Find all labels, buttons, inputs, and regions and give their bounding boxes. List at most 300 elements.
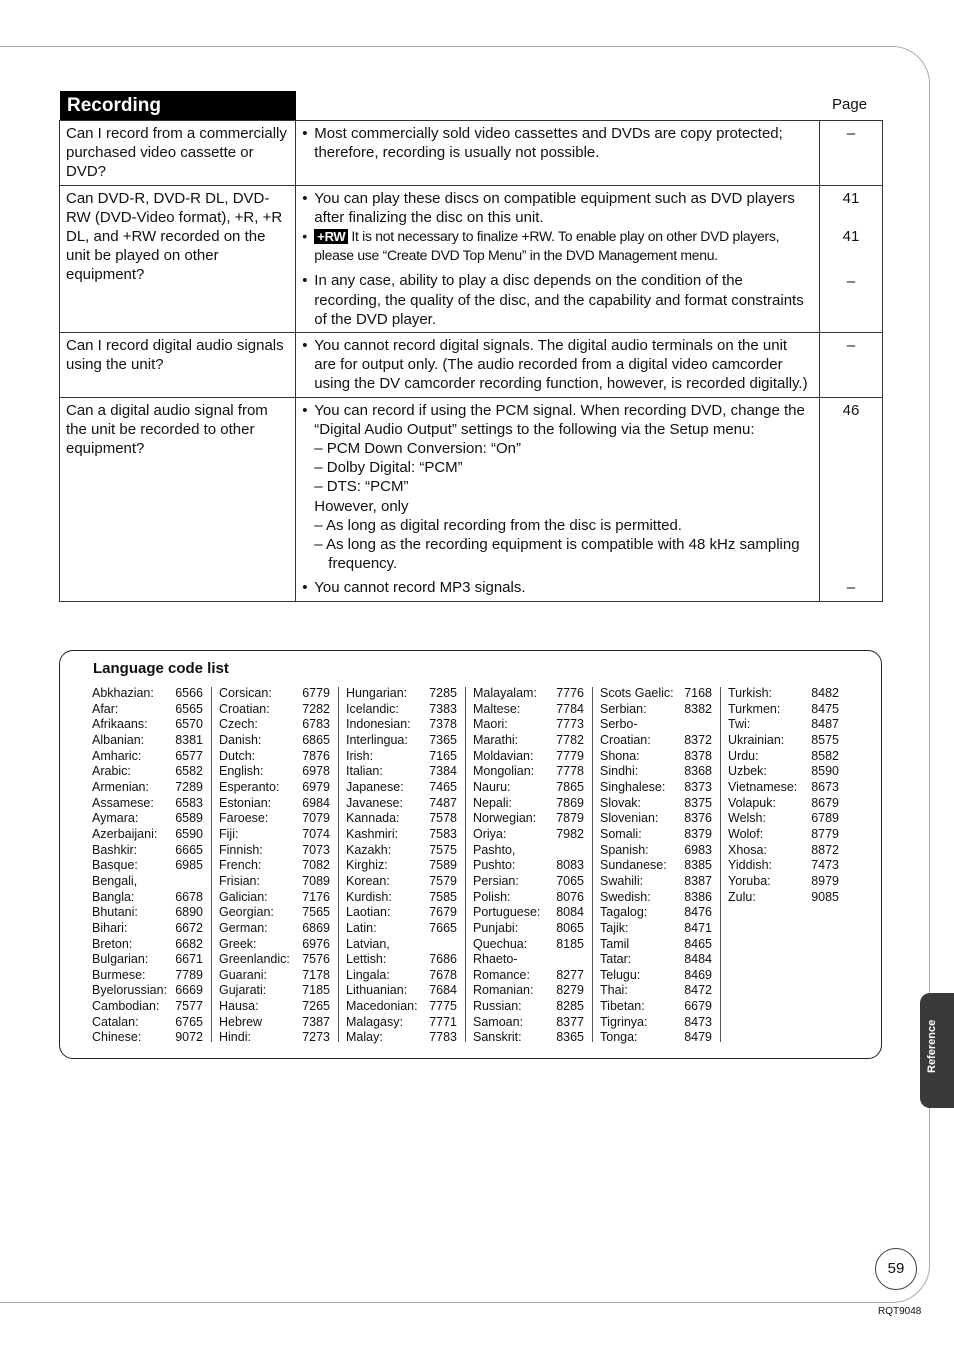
language-code: 7384	[429, 764, 457, 779]
language-code: 7678	[429, 967, 457, 982]
language-code: 6682	[175, 936, 203, 951]
language-name: Tagalog:	[600, 905, 648, 920]
language-name: Hausa:	[219, 999, 259, 1014]
language-name: Bangla:	[92, 889, 135, 904]
language-name: Breton:	[92, 936, 133, 951]
language-code: 8487	[811, 717, 839, 732]
language-name: Corsican:	[219, 686, 272, 700]
language-code: 6765	[175, 1014, 203, 1029]
language-name: Punjabi:	[473, 920, 519, 935]
language-name: Tajik:	[600, 920, 629, 935]
language-name: Serbo-	[600, 717, 638, 732]
language-entry	[346, 905, 457, 921]
language-name: Nauru:	[473, 779, 511, 794]
language-name: Nepali:	[473, 795, 512, 810]
language-name: Twi:	[728, 717, 751, 732]
language-name: Romanian:	[473, 983, 534, 998]
language-code: 7282	[302, 701, 330, 716]
language-name: Gujarati:	[219, 983, 267, 998]
language-entry	[728, 874, 839, 890]
language-entry	[219, 796, 330, 812]
language-entry	[473, 952, 584, 968]
language-entry	[92, 937, 203, 953]
language-name: Laotian:	[346, 905, 391, 920]
language-name: Indonesian:	[346, 717, 411, 732]
language-name: Scots Gaelic:	[600, 686, 674, 700]
language-entry	[473, 686, 584, 702]
language-name: Esperanto:	[219, 779, 280, 794]
page-number: 59	[875, 1248, 917, 1290]
language-entry	[346, 686, 457, 702]
language-code: 6577	[175, 748, 203, 763]
language-name: Azerbaijani:	[92, 826, 158, 841]
language-code: 7365	[429, 732, 457, 747]
setting-item: – Dolby Digital: “PCM”	[314, 459, 463, 477]
language-entry	[473, 764, 584, 780]
language-name: Bulgarian:	[92, 952, 149, 967]
language-code: 6589	[175, 811, 203, 826]
language-name: Albanian:	[92, 732, 145, 747]
language-entry	[346, 717, 457, 733]
language-code: 7776	[556, 686, 584, 700]
language-name: Urdu:	[728, 748, 759, 763]
language-code: 8473	[684, 1014, 712, 1029]
page-column-header: Page	[832, 96, 868, 113]
language-code: 7865	[556, 779, 584, 794]
language-entry	[600, 811, 712, 827]
page-ref: 41	[842, 227, 860, 245]
language-code: 7273	[302, 1030, 330, 1045]
answer-bullet-note	[302, 227, 813, 265]
language-entry	[473, 890, 584, 906]
language-code: 6865	[302, 732, 330, 747]
language-name: Maltese:	[473, 701, 521, 716]
reference-tab-label: Reference	[926, 1019, 938, 1073]
language-name: Fiji:	[219, 826, 239, 841]
language-code: 6978	[302, 764, 330, 779]
language-name: Italian:	[346, 764, 383, 779]
language-code: 8379	[684, 826, 712, 841]
language-entry	[728, 858, 839, 874]
page-ref: 41	[842, 189, 860, 207]
language-code: 8381	[175, 732, 203, 747]
language-name: Latin:	[346, 920, 377, 935]
language-entry	[600, 827, 712, 843]
language-name: Catalan:	[92, 1014, 139, 1029]
language-code: 8277	[556, 967, 584, 982]
language-entry	[728, 749, 839, 765]
language-entry	[346, 702, 457, 718]
language-code: 7176	[302, 889, 330, 904]
language-name: Tamil	[600, 936, 630, 951]
language-entry	[600, 1015, 712, 1031]
language-entry	[92, 827, 203, 843]
language-entry	[219, 952, 330, 968]
language-entry	[600, 733, 712, 749]
language-entry	[92, 843, 203, 859]
language-entry	[92, 890, 203, 906]
table-row	[60, 333, 883, 398]
language-code: 7779	[556, 748, 584, 763]
language-name: Greenlandic:	[219, 952, 290, 967]
language-entry	[219, 983, 330, 999]
language-code: 7771	[429, 1014, 457, 1029]
language-name: Armenian:	[92, 779, 149, 794]
language-code: 8076	[556, 889, 584, 904]
language-name: Estonian:	[219, 795, 272, 810]
language-name: German:	[219, 920, 268, 935]
language-name: Georgian:	[219, 905, 274, 920]
language-column	[346, 686, 457, 1046]
faq-table	[59, 120, 883, 602]
language-entry	[473, 874, 584, 890]
page-ref: –	[846, 579, 856, 597]
language-name: Guarani:	[219, 967, 267, 982]
language-code: 6983	[684, 842, 712, 857]
language-name: Sundanese:	[600, 858, 667, 873]
language-code: 7178	[302, 967, 330, 982]
language-entry	[600, 983, 712, 999]
language-code: 6583	[175, 795, 203, 810]
language-entry	[219, 905, 330, 921]
language-entry	[92, 874, 203, 890]
language-name: Tonga:	[600, 1030, 638, 1045]
language-entry	[346, 968, 457, 984]
language-entry	[346, 1030, 457, 1046]
language-entry	[219, 686, 330, 702]
language-code: 6783	[302, 717, 330, 732]
language-entry	[728, 796, 839, 812]
language-code: 7387	[302, 1014, 330, 1029]
language-entry	[600, 890, 712, 906]
language-name: Oriya:	[473, 826, 507, 841]
language-name: Pashto,	[473, 842, 516, 857]
language-entry	[473, 717, 584, 733]
language-name: Welsh:	[728, 811, 766, 826]
page-cell	[819, 121, 882, 186]
language-code: 6890	[175, 905, 203, 920]
language-entry	[219, 702, 330, 718]
reference-tab	[920, 993, 954, 1108]
language-entry	[600, 874, 712, 890]
language-name: Cambodian:	[92, 999, 160, 1014]
language-entry	[346, 796, 457, 812]
language-entry	[92, 733, 203, 749]
language-code: 7775	[429, 999, 457, 1014]
language-entry	[92, 952, 203, 968]
condition-item: – As long as the recording equipment is compatible with 48 kHz sampling frequency.	[314, 536, 800, 573]
language-entry	[346, 1015, 457, 1031]
language-code: 6869	[302, 920, 330, 935]
language-code: 7679	[429, 905, 457, 920]
answer-cell	[296, 185, 820, 332]
language-code: 6976	[302, 936, 330, 951]
language-entry	[473, 1030, 584, 1046]
language-name: Malay:	[346, 1030, 383, 1045]
language-name: Czech:	[219, 717, 258, 732]
language-code: 7783	[429, 1030, 457, 1045]
language-entry	[346, 733, 457, 749]
language-code: 8377	[556, 1014, 584, 1029]
language-entry	[473, 780, 584, 796]
language-code: 7073	[302, 842, 330, 857]
language-code: 8872	[811, 842, 839, 857]
language-code: 6671	[175, 952, 203, 967]
language-code: 7577	[175, 999, 203, 1014]
language-entry	[600, 764, 712, 780]
language-name: Serbian:	[600, 701, 647, 716]
language-name: Chinese:	[92, 1030, 142, 1045]
language-code: 8385	[684, 858, 712, 873]
language-code: 7082	[302, 858, 330, 873]
language-name: Byelorussian:	[92, 983, 168, 998]
language-name: Interlingua:	[346, 732, 408, 747]
language-code: 7465	[429, 779, 457, 794]
language-entry	[728, 843, 839, 859]
language-entry	[346, 890, 457, 906]
language-name: Tigrinya:	[600, 1014, 648, 1029]
language-name: Ukrainian:	[728, 732, 785, 747]
language-entry	[600, 686, 712, 702]
column-divider	[465, 687, 466, 1042]
page-cell	[819, 185, 882, 332]
language-name: English:	[219, 764, 264, 779]
language-entry	[92, 796, 203, 812]
question-cell: Can I record digital audio signals using the unit?	[60, 333, 296, 398]
language-entry	[346, 780, 457, 796]
page-ref: –	[846, 125, 856, 142]
language-entry	[600, 780, 712, 796]
section-title: Recording	[60, 91, 296, 121]
language-code: 8979	[811, 873, 839, 888]
language-entry	[600, 999, 712, 1015]
language-entry	[600, 858, 712, 874]
language-code: 8387	[684, 873, 712, 888]
column-divider	[338, 687, 339, 1042]
language-code: 8590	[811, 764, 839, 779]
language-name: Galician:	[219, 889, 268, 904]
language-name: Bashkir:	[92, 842, 138, 857]
language-code: 7065	[556, 873, 584, 888]
language-name: Amharic:	[92, 748, 142, 763]
language-code: 6565	[175, 701, 203, 716]
language-entry	[92, 780, 203, 796]
language-code: 8779	[811, 826, 839, 841]
language-name: Bengali,	[92, 873, 138, 888]
language-entry	[219, 858, 330, 874]
language-name: Quechua:	[473, 936, 528, 951]
language-entry	[473, 749, 584, 765]
language-code: 8482	[811, 686, 839, 700]
language-name: Slovenian:	[600, 811, 659, 826]
language-entry	[346, 827, 457, 843]
language-entry	[600, 937, 712, 953]
answer-bullet: • You can play these discs on compatible equipment such as DVD players after finalizing the disc on this unit.	[302, 189, 813, 227]
language-code: 7778	[556, 764, 584, 779]
language-code: 7665	[429, 920, 457, 935]
language-entry	[219, 890, 330, 906]
language-name: Croatian:	[600, 732, 651, 747]
language-code: 7773	[556, 717, 584, 732]
language-code: 7782	[556, 732, 584, 747]
language-entry	[473, 999, 584, 1015]
language-name: Lingala:	[346, 967, 390, 982]
language-name: Lithuanian:	[346, 983, 408, 998]
language-name: Assamese:	[92, 795, 154, 810]
language-code: 8376	[684, 811, 712, 826]
language-entry	[346, 811, 457, 827]
language-name: Turkmen:	[728, 701, 781, 716]
language-entry	[346, 843, 457, 859]
language-code: 7265	[302, 999, 330, 1014]
language-name: Tatar:	[600, 952, 632, 967]
language-entry	[219, 827, 330, 843]
language-name: Abkhazian:	[92, 686, 154, 700]
language-entry	[346, 937, 457, 953]
column-divider	[592, 687, 593, 1042]
language-name: Marathi:	[473, 732, 519, 747]
language-name: Sanskrit:	[473, 1030, 522, 1045]
language-code: 8475	[811, 701, 839, 716]
language-name: Pushto:	[473, 858, 516, 873]
language-code: 8582	[811, 748, 839, 763]
language-entry	[92, 858, 203, 874]
language-name: Russian:	[473, 999, 522, 1014]
language-name: Icelandic:	[346, 701, 399, 716]
language-entry	[600, 702, 712, 718]
language-entry	[473, 811, 584, 827]
language-name: Malayalam:	[473, 686, 537, 700]
language-entry	[728, 702, 839, 718]
language-code: 8479	[684, 1030, 712, 1045]
language-code: 8382	[684, 701, 712, 716]
language-entry	[600, 796, 712, 812]
language-name: Bihari:	[92, 920, 128, 935]
language-code: 7285	[429, 686, 457, 700]
language-code: 6570	[175, 717, 203, 732]
language-name: Kirghiz:	[346, 858, 388, 873]
language-code: 8575	[811, 732, 839, 747]
language-code: 7289	[175, 779, 203, 794]
language-name: Korean:	[346, 873, 390, 888]
language-entry	[728, 827, 839, 843]
language-name: Japanese:	[346, 779, 404, 794]
language-name: Norwegian:	[473, 811, 537, 826]
language-code: 8279	[556, 983, 584, 998]
language-entry	[473, 921, 584, 937]
language-name: Hindi:	[219, 1030, 251, 1045]
language-code: 7579	[429, 873, 457, 888]
language-name: Danish:	[219, 732, 262, 747]
language-name: Sindhi:	[600, 764, 639, 779]
language-name: Irish:	[346, 748, 374, 763]
language-name: Finnish:	[219, 842, 263, 857]
language-code: 8476	[684, 905, 712, 920]
language-name: Shona:	[600, 748, 640, 763]
language-code: 6979	[302, 779, 330, 794]
language-code: 7165	[429, 748, 457, 763]
language-code: 7575	[429, 842, 457, 857]
language-code: 7686	[429, 952, 457, 967]
language-entry	[219, 937, 330, 953]
language-code: 8673	[811, 779, 839, 794]
page-ref: 46	[842, 401, 860, 419]
language-entry	[728, 764, 839, 780]
language-name: Aymara:	[92, 811, 139, 826]
language-code: 7089	[302, 873, 330, 888]
language-name: Vietnamese:	[728, 779, 798, 794]
language-entry	[92, 968, 203, 984]
language-name: Afar:	[92, 701, 119, 716]
language-code: 7079	[302, 811, 330, 826]
language-column	[219, 686, 330, 1046]
language-name: Kashmiri:	[346, 826, 399, 841]
language-code: 8375	[684, 795, 712, 810]
answer-cell	[296, 397, 820, 601]
language-entry	[92, 811, 203, 827]
language-name: Zulu:	[728, 889, 756, 904]
language-code: 7684	[429, 983, 457, 998]
language-entry	[92, 905, 203, 921]
language-entry	[219, 921, 330, 937]
language-entry	[219, 764, 330, 780]
page-cell	[819, 333, 882, 398]
language-entry	[728, 686, 839, 702]
language-name: Volapuk:	[728, 795, 776, 810]
language-name: Tibetan:	[600, 999, 645, 1014]
setting-item: – PCM Down Conversion: “On”	[314, 440, 522, 458]
language-entry	[219, 780, 330, 796]
language-name: Rhaeto-	[473, 952, 518, 967]
language-entry	[473, 796, 584, 812]
language-entry	[92, 764, 203, 780]
language-name: Xhosa:	[728, 842, 767, 857]
language-code: 8083	[556, 858, 584, 873]
column-divider	[720, 687, 721, 1042]
language-code: 7578	[429, 811, 457, 826]
language-entry	[92, 1015, 203, 1031]
language-entry	[600, 968, 712, 984]
language-code: 7789	[175, 967, 203, 982]
language-entry	[92, 1030, 203, 1046]
language-name: Lettish:	[346, 952, 387, 967]
language-code: 8484	[684, 952, 712, 967]
language-code: 7168	[684, 686, 712, 700]
condition-item: – As long as digital recording from the disc is permitted.	[314, 516, 682, 534]
language-code: 6985	[175, 858, 203, 873]
language-entry	[92, 686, 203, 702]
language-code: 7784	[556, 701, 584, 716]
language-code: 8469	[684, 967, 712, 982]
language-entry	[92, 983, 203, 999]
language-code: 7074	[302, 826, 330, 841]
language-entry	[346, 952, 457, 968]
language-name: Hungarian:	[346, 686, 408, 700]
language-code: 7576	[302, 952, 330, 967]
language-entry	[473, 1015, 584, 1031]
answer-bullet: • You can record if using the PCM signal. When recording DVD, change the “Digital Audio Output” settings to the following via the Setup menu:	[302, 401, 813, 439]
language-name: Greek:	[219, 936, 257, 951]
language-name: Latvian,	[346, 936, 390, 951]
language-code: 8373	[684, 779, 712, 794]
language-entry	[473, 937, 584, 953]
language-name: Afrikaans:	[92, 717, 148, 732]
language-name: Thai:	[600, 983, 628, 998]
language-code: 7378	[429, 717, 457, 732]
language-entry	[728, 811, 839, 827]
language-code: 6789	[811, 811, 839, 826]
language-code: 7487	[429, 795, 457, 810]
